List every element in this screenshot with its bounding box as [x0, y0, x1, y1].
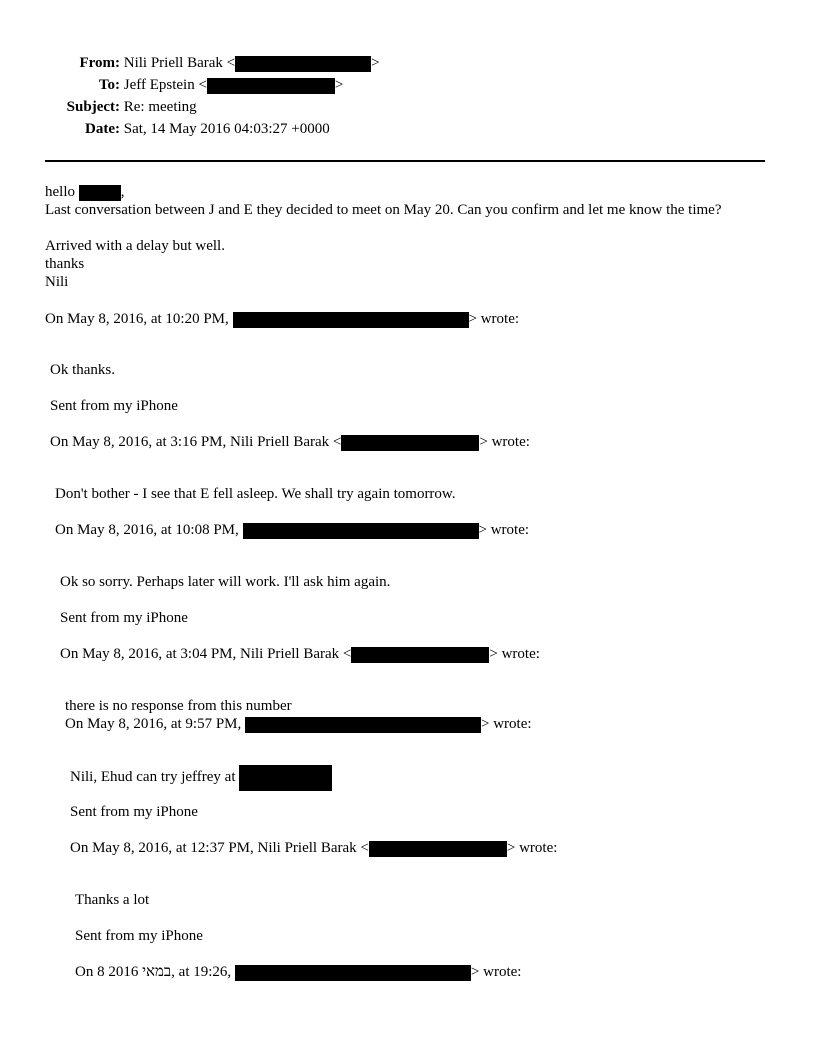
redaction-box — [207, 78, 335, 94]
from-value: Nili Priell Barak < — [123, 55, 236, 71]
from-value-end: > — [371, 55, 380, 71]
redaction-box — [235, 965, 471, 981]
message-text: Don't bother - I see that E fell asleep. We shall try again tomorrow. — [55, 486, 456, 502]
message-text: Ok thanks. — [50, 362, 115, 378]
quote-header — [65, 715, 532, 733]
quote-header-text: On May 8, 2016, at 3:04 PM, Nili Priell Barak < — [60, 646, 352, 662]
from-label: From: — [79, 55, 120, 71]
body-line: Arrived with a delay but well. — [45, 238, 225, 254]
message-text: Sent from my iPhone — [75, 928, 203, 944]
greeting: hello — [45, 184, 75, 200]
to-value-end: > — [334, 77, 344, 93]
quote-header-text: On May 8, 2016, at 10:20 PM, — [45, 311, 229, 327]
body-line: thanks — [45, 256, 85, 272]
message-text: there is no response from this number — [65, 698, 292, 714]
quote-header-end: > wrote: — [478, 522, 530, 538]
redaction-box — [79, 185, 121, 201]
to-label: To: — [98, 77, 120, 93]
to-value: Jeff Epstein < — [123, 77, 207, 93]
greeting-line — [45, 183, 125, 201]
quote-header-end: > wrote: — [481, 716, 532, 732]
subject-value: Re: meeting — [123, 99, 197, 115]
redaction-box — [233, 312, 469, 328]
date-value: Sat, 14 May 2016 04:03:27 +0000 — [123, 121, 330, 137]
quote-header — [70, 839, 557, 857]
quote-header — [60, 645, 540, 663]
quote-header-text: On May 8, 2016, at 10:08 PM, — [55, 522, 239, 538]
greeting-comma: , — [120, 184, 125, 200]
message-text: Ok so sorry. Perhaps later will work. I'll ask him again. — [60, 574, 391, 590]
quote-header-end: > wrote: — [506, 840, 558, 856]
date-label: Date: — [85, 121, 120, 137]
message-text: Sent from my iPhone — [50, 398, 178, 414]
quote-header — [50, 433, 530, 451]
quote-header-text: On 8 2016 במאי, at 19:26, — [75, 964, 232, 980]
redaction-box — [235, 56, 371, 72]
quote-header-end: > wrote: — [470, 964, 522, 980]
message-line — [70, 764, 332, 791]
quote-header-end: > wrote: — [489, 646, 540, 662]
quote-header-text: On May 8, 2016, at 3:16 PM, Nili Priell Barak < — [50, 434, 342, 450]
date-row — [45, 120, 330, 138]
quote-header — [75, 963, 521, 981]
subject-row — [45, 98, 197, 116]
redaction-box — [243, 523, 479, 539]
from-row — [45, 54, 380, 72]
redaction-box — [369, 841, 507, 857]
to-row — [45, 76, 343, 94]
redaction-box — [239, 765, 332, 791]
quote-header-text: On May 8, 2016, at 12:37 PM, Nili Priell Barak < — [70, 840, 369, 856]
message-text: Nili, Ehud can try jeffrey at — [70, 769, 236, 785]
signature: Nili — [45, 274, 69, 290]
redaction-box — [351, 647, 489, 663]
header-divider — [45, 160, 765, 162]
message-text: Thanks a lot — [75, 892, 150, 908]
quote-header — [45, 310, 519, 328]
redaction-box — [245, 717, 481, 733]
message-text: Sent from my iPhone — [70, 804, 198, 820]
quote-header-text: On May 8, 2016, at 9:57 PM, — [65, 716, 242, 732]
redaction-box — [341, 435, 479, 451]
quote-header — [55, 521, 529, 539]
message-text: Sent from my iPhone — [60, 610, 188, 626]
quote-header-end: > wrote: — [468, 311, 520, 327]
body-line: Last conversation between J and E they decided to meet on May 20. Can you confirm and let me know the time? — [45, 202, 722, 218]
subject-label: Subject: — [66, 99, 120, 115]
quote-header-end: > wrote: — [479, 434, 530, 450]
